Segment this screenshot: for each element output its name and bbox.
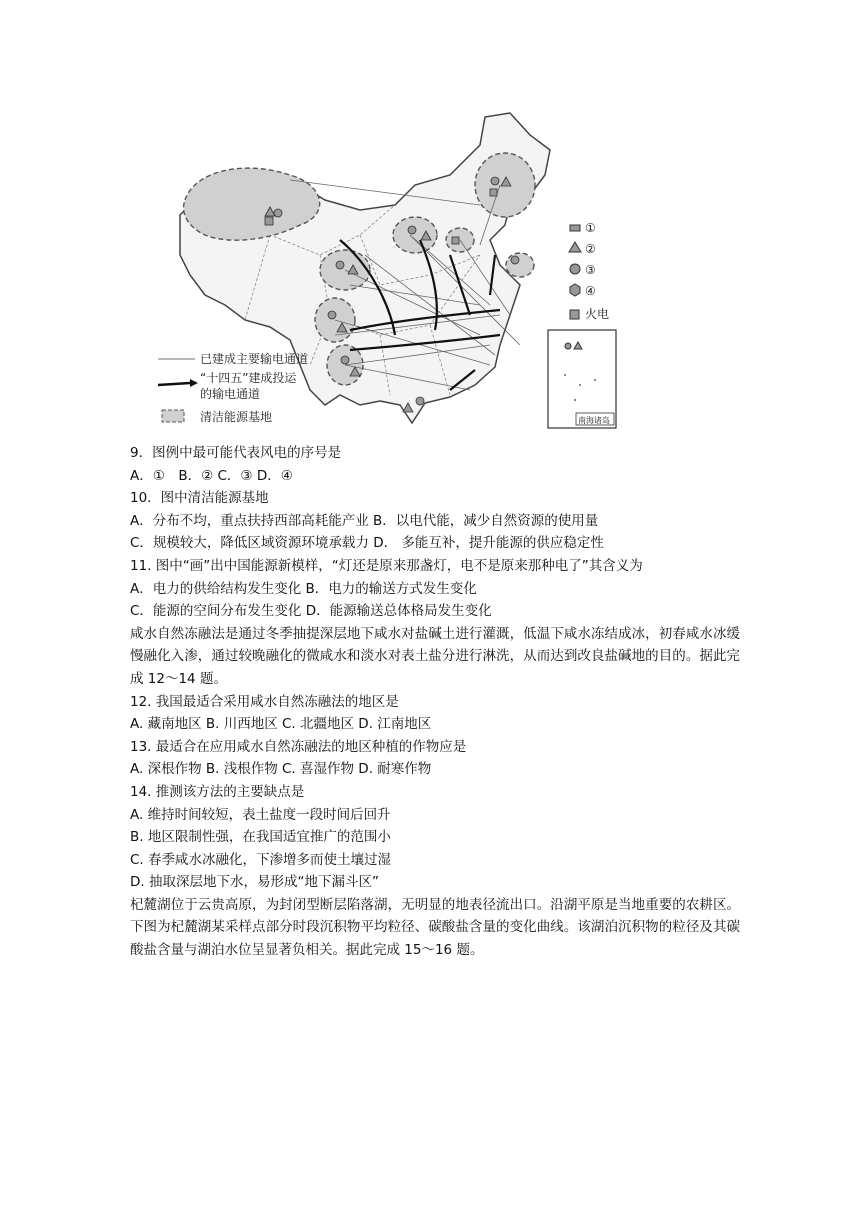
legend-base: 清洁能源基地 <box>200 410 273 424</box>
q12-options: A. 藏南地区 B. 川西地区 C. 北疆地区 D. 江南地区 <box>130 716 432 733</box>
q9-options: A．① B．② C．③ D．④ <box>130 467 293 484</box>
passage-saltwater: 咸水自然冻融法是通过冬季抽提深层地下咸水对盐碱土进行灌溉，低温下咸水冻结成冰，初春咸水冰缓慢融化入渗，通过较晚融化的微咸水和淡水对表土盐分进行淋洗，从而达到改良盐碱地的目的。据此完成 12～14 题。 <box>130 625 740 687</box>
q11-options-cd: C．能源的空间分布发生变化 D．能源输送总体格局发生变化 <box>130 603 492 620</box>
q14-option-c: C. 春季咸水冰融化，下渗增多而使土壤过湿 <box>130 851 392 868</box>
legend-built: 已建成主要输电通道 <box>200 352 309 366</box>
q9-stem: 9．图例中最可能代表风电的序号是 <box>130 445 342 461</box>
q14-stem: 14. 推测该方法的主要缺点是 <box>130 783 305 800</box>
q13-options: A. 深根作物 B. 浅根作物 C. 喜湿作物 D. 耐寒作物 <box>130 761 432 778</box>
legend-planned-1: “十四五”建成投运 <box>200 371 297 385</box>
q11-stem: 11. 图中“画”出中国能源新模样，“灯还是原来那盏灯，电不是原来那种电了”其含义为 <box>130 557 643 574</box>
q11-options-ab: A．电力的供给结构发生变化 B．电力的输送方式发生变化 <box>130 580 477 597</box>
q13-stem: 13. 最适合在应用咸水自然冻融法的地区种植的作物应是 <box>130 738 467 755</box>
q10-options-ab: A．分布不均，重点扶持西部高耗能产业 B．以电代能，减少自然资源的使用量 <box>130 512 599 529</box>
legend-item2: ② <box>585 242 596 256</box>
q14-option-a: A. 维持时间较短，表土盐度一段时间后回升 <box>130 806 391 823</box>
question-text <box>130 442 740 962</box>
legend-item3: ③ <box>585 263 596 277</box>
south-china-sea-inset <box>548 330 616 428</box>
line-legend <box>158 351 308 424</box>
q14-option-d: D. 抽取深层地下水，易形成“地下漏斗区” <box>130 874 379 891</box>
legend-item4: ④ <box>585 284 596 298</box>
q10-stem: 10．图中清洁能源基地 <box>130 490 269 507</box>
passage-qilu-lake: 杞麓湖位于云贵高原，为封闭型断层陷落湖，无明显的地表径流出口。沿湖平原是当地重要的农耕区。下图为杞麓湖某采样点部分时段沉积物平均粒径、碳酸盐含量的变化曲线。该湖泊沉积物的粒径及其碳酸盐含量与湖泊水位呈显著负相关。据此完成 15～16 题。 <box>130 896 740 959</box>
symbol-legend <box>569 221 609 321</box>
inset-label: 南海诸岛 <box>578 416 610 425</box>
q14-option-b: B. 地区限制性强，在我国适宜推广的范围小 <box>130 829 391 846</box>
legend-planned-2: 的输电通道 <box>200 387 261 401</box>
energy-map-figure <box>150 105 630 435</box>
legend-item1: ① <box>585 221 596 235</box>
q12-stem: 12. 我国最适合采用咸水自然冻融法的地区是 <box>130 693 399 710</box>
q10-options-cd: C．规模较大，降低区域资源环境承载力 D． 多能互补，提升能源的供应稳定性 <box>130 535 604 552</box>
legend-thermal: 火电 <box>585 307 610 321</box>
